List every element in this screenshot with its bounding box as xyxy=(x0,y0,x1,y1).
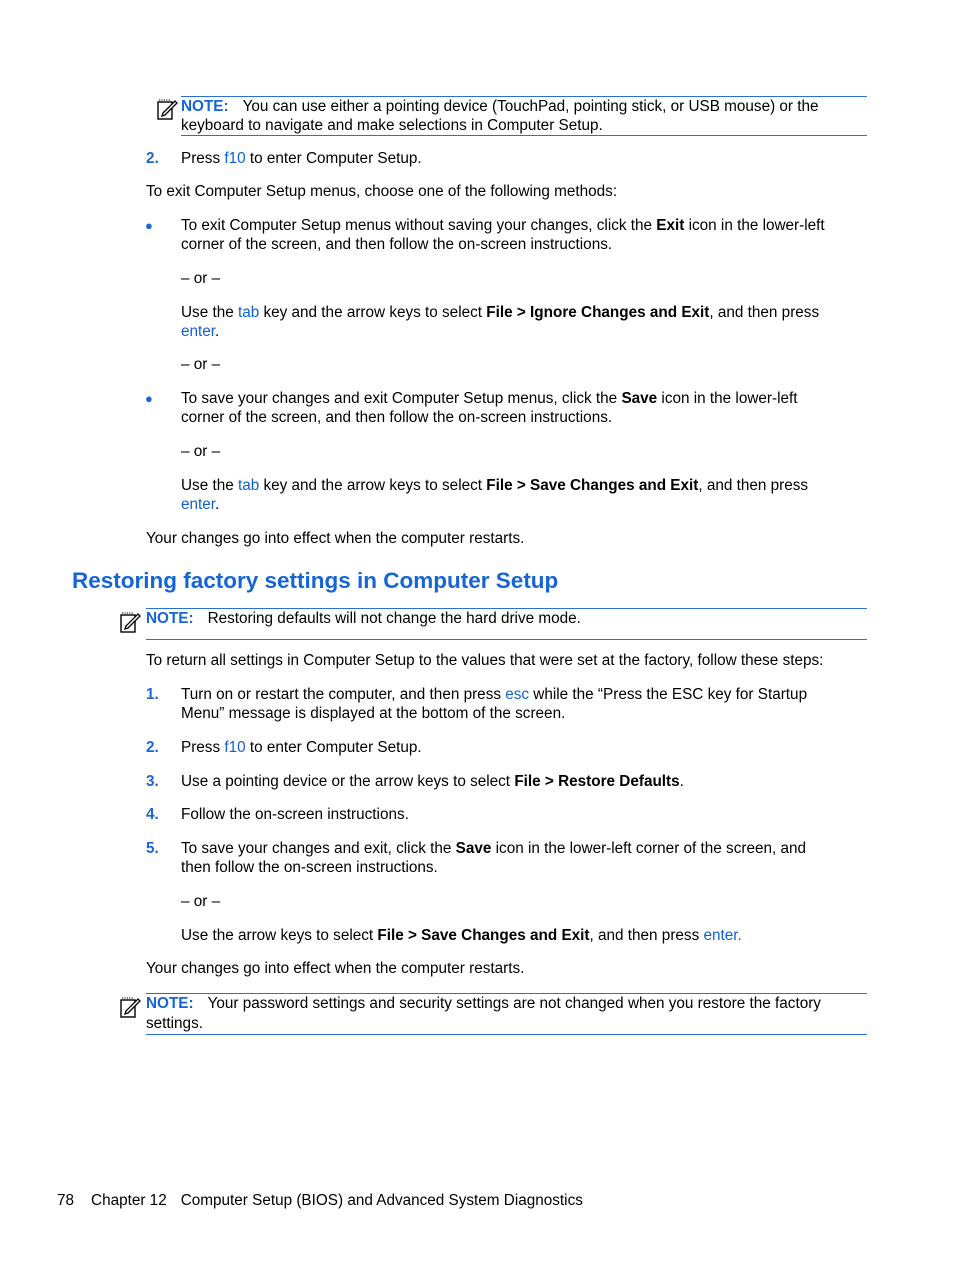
key-enter: enter xyxy=(181,496,216,513)
step-number: 3. xyxy=(146,773,159,790)
alt-text xyxy=(181,926,742,946)
key-enter: enter xyxy=(703,927,738,944)
alt-text-end: . xyxy=(737,927,742,944)
alt-text-post: , and then press xyxy=(589,927,704,944)
step-text-line-2: then follow the on-screen instructions. xyxy=(181,859,438,876)
bullet-text-post: icon in the lower-left xyxy=(657,390,798,407)
step-text-bold: Save xyxy=(455,840,492,857)
note-line-1 xyxy=(181,97,819,117)
or-separator: – or – xyxy=(181,443,221,460)
section-heading: Restoring factory settings in Computer Setup xyxy=(72,568,559,593)
note-box-restore-defaults xyxy=(146,608,867,640)
step-text-post: to enter Computer Setup. xyxy=(245,150,422,167)
step-text: Follow the on-screen instructions. xyxy=(181,806,409,823)
key-f10: f10 xyxy=(224,739,246,756)
bullet-text-post: icon in the lower-left xyxy=(684,217,825,234)
step-text-post: icon in the lower-left corner of the screen, and xyxy=(491,840,806,857)
note-icon xyxy=(119,610,143,634)
or-separator: – or – xyxy=(181,893,221,910)
alt-text-end: . xyxy=(215,323,220,340)
alt-text-mid: key and the arrow keys to select xyxy=(259,477,487,494)
note-text: You can use either a pointing device (TouchPad, pointing stick, or USB mouse) or the xyxy=(242,98,819,115)
exit-intro: To exit Computer Setup menus, choose one of the following methods: xyxy=(146,183,618,200)
key-enter: enter xyxy=(181,323,216,340)
bullet-text-line-1 xyxy=(181,216,825,236)
note-line-1 xyxy=(146,609,581,629)
note-box-password-settings xyxy=(146,993,867,1035)
step-number: 4. xyxy=(146,806,159,823)
bullet-text-line-2: corner of the screen, and then follow the on-screen instructions. xyxy=(181,409,613,426)
step-number: 2. xyxy=(146,150,159,167)
bullet-text-pre: To save your changes and exit Computer Setup menus, click the xyxy=(181,390,622,407)
note-label: NOTE: xyxy=(181,98,229,115)
step-text-pre: To save your changes and exit, click the xyxy=(181,840,456,857)
bullet-text-pre: To exit Computer Setup menus without saving your changes, click the xyxy=(181,217,657,234)
alt-text-pre: Use the xyxy=(181,304,238,321)
note-icon xyxy=(119,995,143,1019)
chapter-title: Computer Setup (BIOS) and Advanced System Diagnostics xyxy=(180,1192,583,1209)
restore-intro: To return all settings in Computer Setup to the values that were set at the factory, follow these steps: xyxy=(146,652,824,669)
alt-text-bold: File > Save Changes and Exit xyxy=(486,477,699,494)
page-number: 78 xyxy=(57,1192,75,1209)
alt-text-end: . xyxy=(215,496,220,513)
step-text-bold: File > Restore Defaults xyxy=(514,773,680,790)
step-text-pre: Turn on or restart the computer, and then press xyxy=(181,686,506,703)
step-text-pre: Press xyxy=(181,739,225,756)
page-footer xyxy=(57,1191,583,1211)
note-line-1 xyxy=(146,994,821,1014)
note-text: Your password settings and security settings are not changed when you restore the factory xyxy=(207,995,821,1012)
bullet-text-bold: Save xyxy=(621,390,658,407)
step-text-pre: Press xyxy=(181,150,225,167)
bullet-text-bold: Exit xyxy=(656,217,685,234)
note-box-pointing-device xyxy=(181,96,867,136)
step-number: 2. xyxy=(146,739,159,756)
step-text-post: . xyxy=(679,773,684,790)
alt-text-pre: Use the arrow keys to select xyxy=(181,927,378,944)
note-label: NOTE: xyxy=(146,995,194,1012)
step-number: 5. xyxy=(146,840,159,857)
bullet-text-line-2: corner of the screen, and then follow the on-screen instructions. xyxy=(181,236,613,253)
effect-text: Your changes go into effect when the computer restarts. xyxy=(146,960,525,977)
note-line-2: keyboard to navigate and make selections in Computer Setup. xyxy=(181,117,603,134)
alt-text-bold: File > Save Changes and Exit xyxy=(377,927,590,944)
alt-text-post: , and then press xyxy=(698,477,809,494)
chapter-label: Chapter 12 xyxy=(91,1192,167,1209)
alt-text-pre: Use the xyxy=(181,477,238,494)
bullet-text-line-1 xyxy=(181,389,797,409)
alt-text-line-2 xyxy=(181,495,219,515)
step-number: 1. xyxy=(146,686,159,703)
key-tab: tab xyxy=(237,477,260,494)
step-text xyxy=(181,149,422,169)
bullet-icon: ● xyxy=(145,218,153,233)
bullet-icon: ● xyxy=(145,391,153,406)
key-tab: tab xyxy=(237,304,260,321)
step-text-line-1 xyxy=(181,839,806,859)
note-icon xyxy=(156,97,180,121)
step-text xyxy=(181,738,422,758)
note-line-2: settings. xyxy=(146,1015,203,1032)
key-f10: f10 xyxy=(224,150,246,167)
alt-text-line-1 xyxy=(181,303,819,323)
alt-text-line-2 xyxy=(181,322,219,342)
step-text xyxy=(181,772,684,792)
key-esc: esc xyxy=(505,686,530,703)
step-text-post: to enter Computer Setup. xyxy=(245,739,422,756)
step-text-line-1 xyxy=(181,685,807,705)
step-text-post: while the “Press the ESC key for Startup xyxy=(529,686,808,703)
alt-text-line-1 xyxy=(181,476,808,496)
step-text-line-2: Menu” message is displayed at the bottom of the screen. xyxy=(181,705,566,722)
or-separator: – or – xyxy=(181,270,221,287)
alt-text-post: , and then press xyxy=(709,304,820,321)
note-label: NOTE: xyxy=(146,610,194,627)
alt-text-bold: File > Ignore Changes and Exit xyxy=(486,304,710,321)
note-text: Restoring defaults will not change the hard drive mode. xyxy=(207,610,581,627)
alt-text-mid: key and the arrow keys to select xyxy=(259,304,487,321)
effect-text: Your changes go into effect when the computer restarts. xyxy=(146,530,525,547)
step-text-pre: Use a pointing device or the arrow keys to select xyxy=(181,773,515,790)
or-separator: – or – xyxy=(181,356,221,373)
